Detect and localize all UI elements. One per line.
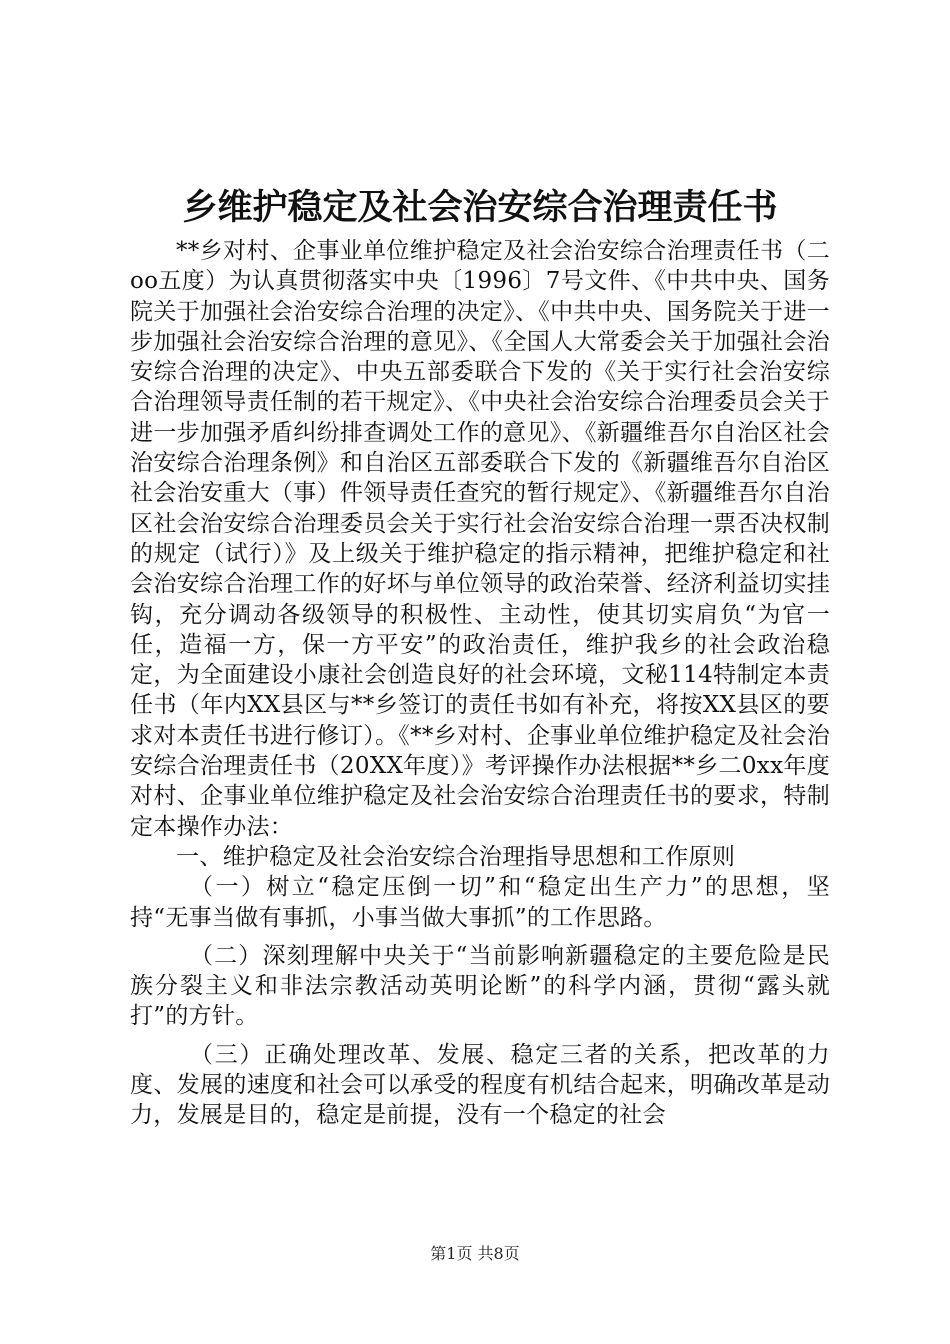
page-footer: 第1页 共8页 bbox=[430, 1244, 520, 1263]
paragraph-item-2: （二）深刻理解中央关于“当前影响新疆稳定的主要危险是民族分裂主义和非法宗教活动英明论断”的科学内涵，贯彻“露头就打”的方针。 bbox=[130, 942, 830, 1030]
paragraph-item-1: （一）树立“稳定压倒一切”和“稳定出生产力”的思想，坚持“无事当做有事抓，小事当做大事抓”的工作思路。 bbox=[130, 874, 830, 931]
paragraph-intro: **乡对村、企事业单位维护稳定及社会治安综合治理责任书（二oo五度）为认真贯彻落实中央〔1996〕7号文件、《中共中央、国务院关于加强社会治安综合治理的决定》、《中共中央、国务院关于进一步加强社会治安综合治理的意见》、《全国人大常委会关于加强社会治安综合治理的决定》、中央五部委联合下发的《关于实行社会治安综合治理领导责任制的若干规定》、《中央社会治安综合治理委员会关于进一步加强矛盾纠纷排查调处工作的意见》、《新疆维吾尔自治区社会治安综合治理条例》和自治区五部委联合下发的《新疆维吾尔自治区社会治安重大（事）件领导责任查究的暂行规定》、《新疆维吾尔自治区社会治安综合治理委员会关于实行社会治安综合治理一票否决权制的规定（试行）》及上级关于维护稳定的指示精神，把维护稳定和社会治安综合治理工作的好坏与单位领导的政治荣誉、经济利益切实挂钩，充分调动各级领导的积极性、主动性，使其切实肩负“为官一任，造福一方，保一方平安”的政治责任，维护我乡的社会政治稳定，为全面建设小康社会创造良好的社会环境，文秘114特制定本责任书（年内XX县区与**乡签订的责任书如有补充，将按XX县区的要求对本责任书进行修订）。《**乡对村、企事业单位维护稳定及社会治安综合治理责任书（20XX年度）》考评操作办法根据**乡二0xx年度对村、企事业单位维护稳定及社会治安综合治理责任书的要求，特制定本操作办法： bbox=[130, 238, 830, 840]
document-body bbox=[130, 236, 830, 1131]
paragraph-item-3: （三）正确处理改革、发展、稳定三者的关系，把改革的力度、发展的速度和社会可以承受的程度有机结合起来，明确改革是动力，发展是目的，稳定是前提，没有一个稳定的社会 bbox=[130, 1041, 830, 1129]
document-title: 乡维护稳定及社会治安综合治理责任书 bbox=[182, 187, 778, 228]
section-heading-1: 一、维护稳定及社会治安综合治理指导思想和工作原则 bbox=[176, 843, 736, 870]
